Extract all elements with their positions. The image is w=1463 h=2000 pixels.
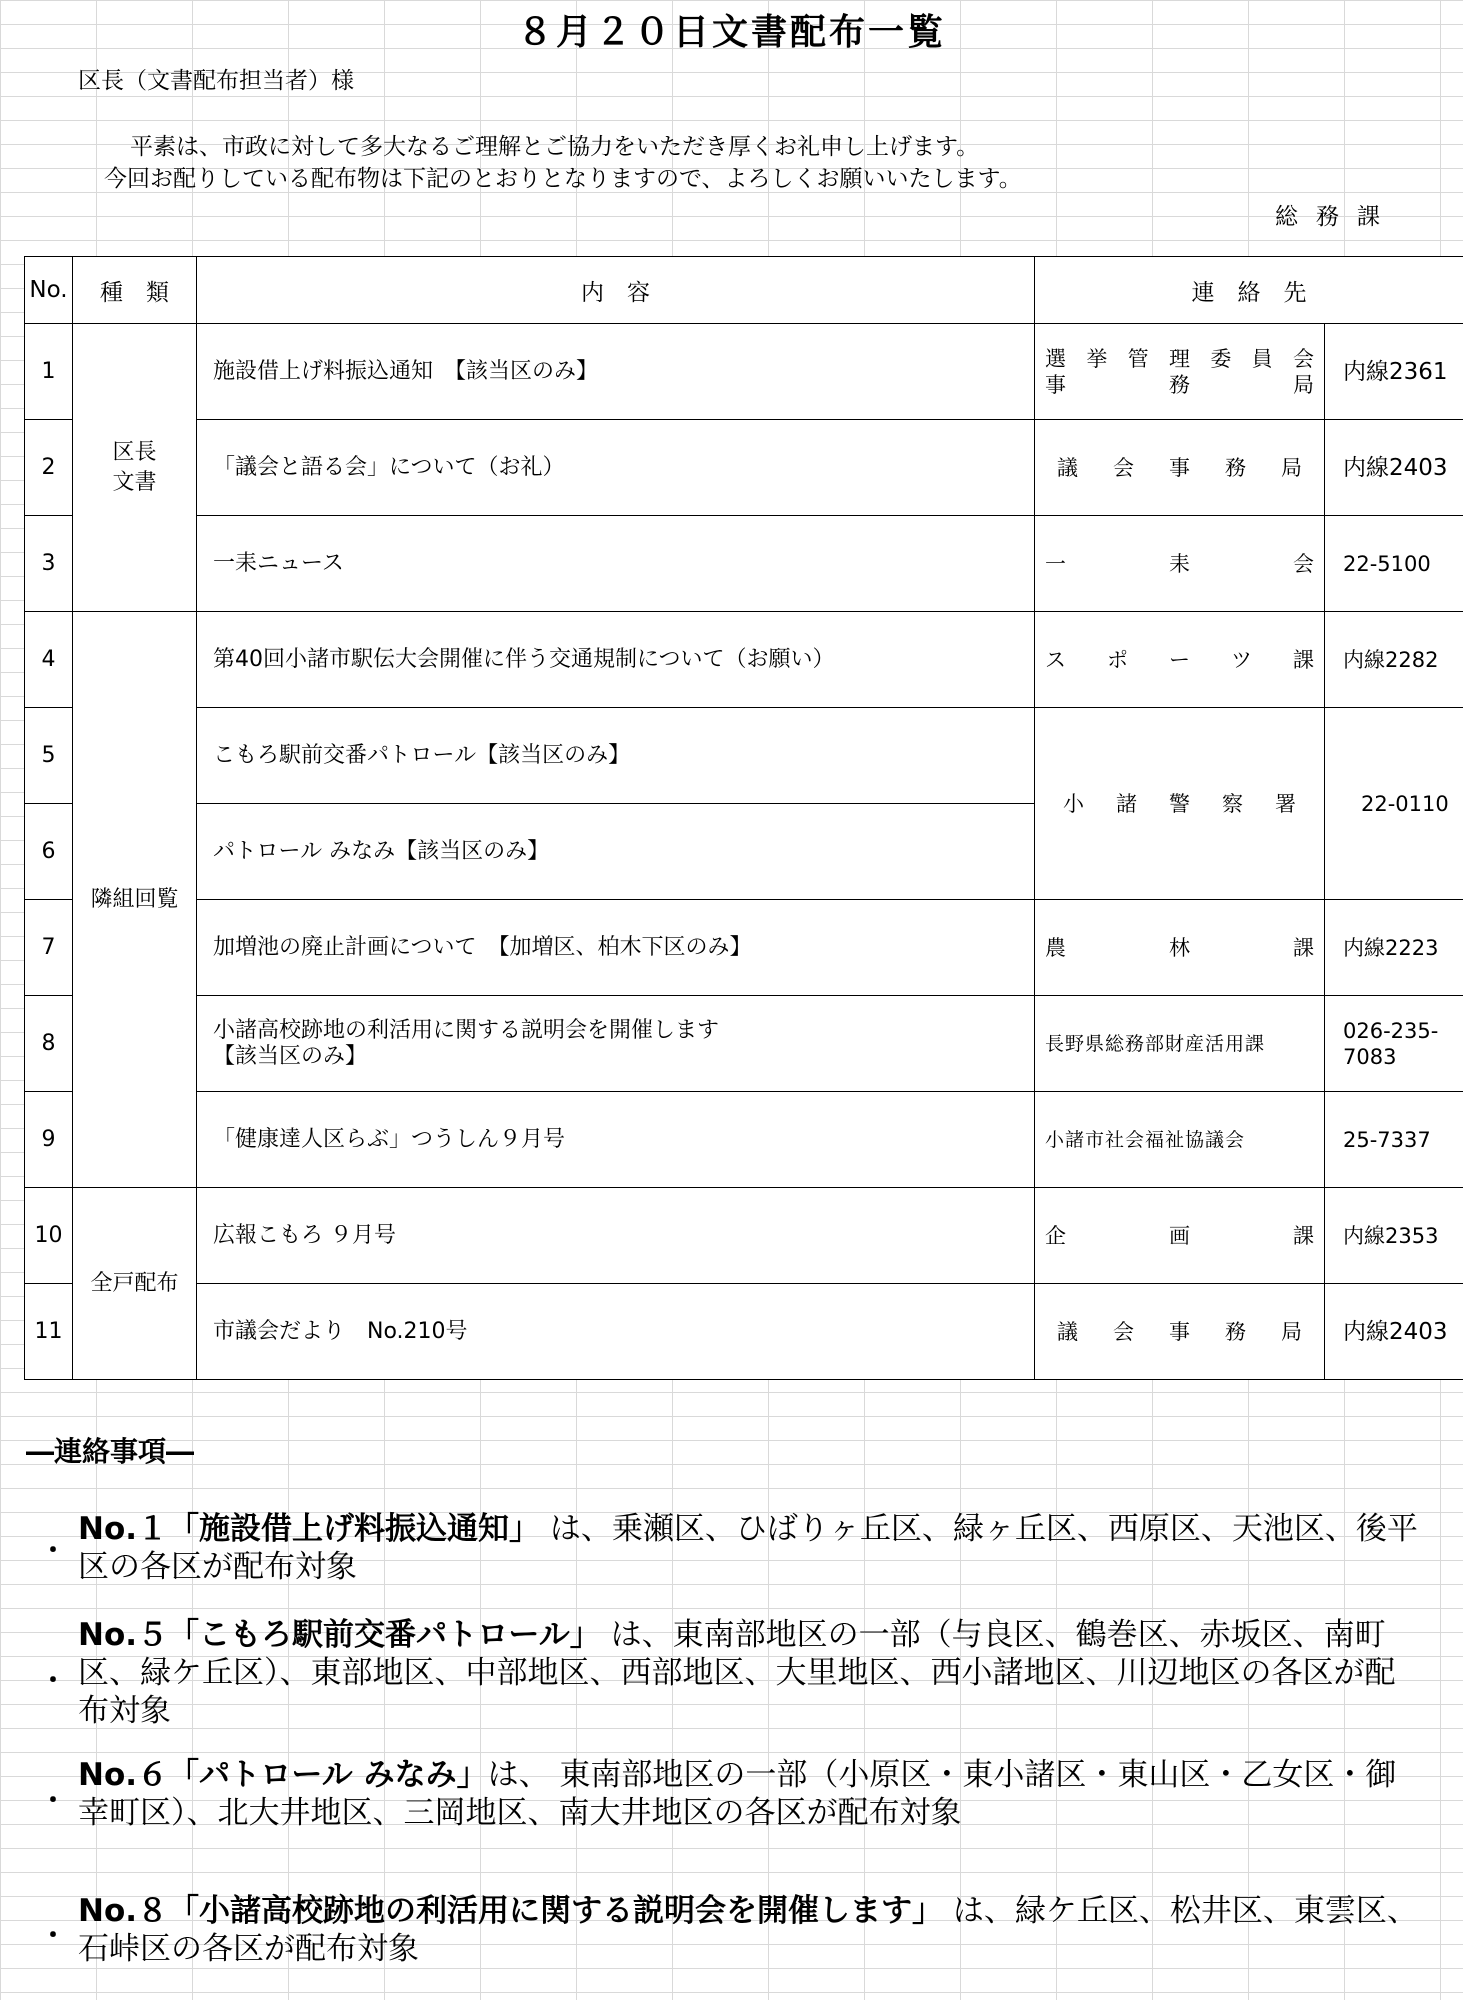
row-content: 広報こもろ ９月号 [197, 1188, 1035, 1284]
row-phone [1325, 996, 1463, 1092]
row-content: こもろ駅前交番パトロール【該当区のみ】 [197, 708, 1035, 804]
row-no: 11 [25, 1284, 73, 1380]
contact-char: 事 [1169, 1319, 1190, 1344]
table-header-row [25, 257, 1463, 324]
note-bullet: ・ [40, 1921, 67, 1951]
department: 総務課 [1275, 204, 1398, 230]
row-phone: 内線2223 [1325, 900, 1463, 996]
contact-char: 局 [1281, 1319, 1302, 1344]
note-title: No.１「施設借上げ料振込通知」 [78, 1511, 541, 1547]
contact-char: 課 [1293, 935, 1314, 960]
row-content: 「健康達人区らぶ」つうしん９月号 [197, 1092, 1035, 1188]
note-text: は、乗瀬区、ひばりヶ丘区、緑ヶ丘区、西原区、天池区、後平区の各区が配布対象 [78, 1511, 1418, 1585]
contact-char: 選 [1045, 346, 1066, 371]
table-row [25, 900, 1463, 996]
note-bullet: ・ [40, 1536, 67, 1566]
kind-label: 区長 [112, 439, 157, 465]
contact-line [1045, 551, 1314, 577]
contact-char: 林 [1169, 935, 1190, 960]
contact-char: 会 [1292, 346, 1314, 371]
contact-char: 挙 [1086, 346, 1108, 371]
row-contact [1035, 1284, 1325, 1380]
contact-char: 局 [1293, 372, 1314, 397]
row-phone: 内線2403 [1325, 420, 1463, 516]
row-content: 施設借上げ料振込通知 【該当区のみ】 [197, 324, 1035, 420]
contact-char: 議 [1057, 455, 1078, 480]
contact-char: 警 [1169, 791, 1190, 816]
contact-char: 課 [1293, 1223, 1314, 1248]
contact-char: 会 [1113, 455, 1134, 480]
greeting-line-2: 今回お配りしている配布物は下記のとおりとなりますので、よろしくお願いいたします。 [104, 166, 1022, 192]
row-content: 一耒ニュース [197, 516, 1035, 612]
row-phone: 22-5100 [1325, 516, 1463, 612]
contact-char: ー [1169, 647, 1190, 672]
contact-line [1045, 935, 1314, 961]
row-no: 6 [25, 804, 73, 900]
contact-line [1045, 1223, 1314, 1249]
table-row [25, 1092, 1463, 1188]
row-contact [1035, 1188, 1325, 1284]
greeting-line-1: 平素は、市政に対して多大なるご理解とご協力をいただき厚くお礼申し上げます。 [130, 134, 980, 160]
note-text: は、東南部地区の一部（与良区、鶴巻区、赤坂区、南町区、緑ケ丘区）、東部地区、中部地区、西部地区、大里地区、西小諸地区、川辺地区の各区が配布対象 [78, 1617, 1396, 1729]
contact-char: 耒 [1169, 551, 1190, 576]
contact-char: 小 [1063, 791, 1084, 816]
kind-cell [73, 1188, 197, 1380]
row-content: パトロール みなみ【該当区のみ】 [197, 804, 1035, 900]
row-no: 2 [25, 420, 73, 516]
contact-line [1045, 346, 1314, 372]
table-row [25, 612, 1463, 708]
row-content: 第40回小諸市駅伝大会開催に伴う交通規制について（お願い） [197, 612, 1035, 708]
kind-cell [73, 612, 197, 1188]
contact-line [1045, 372, 1314, 398]
row-no: 7 [25, 900, 73, 996]
contact-char: 会 [1293, 551, 1314, 576]
contact-char: 委 [1210, 346, 1232, 371]
phone-line: 7083 [1343, 1044, 1397, 1069]
content-line: 【該当区のみ】 [213, 1043, 368, 1069]
row-no: 1 [25, 324, 73, 420]
phone-line: 026-235- [1343, 1018, 1439, 1043]
table-row [25, 708, 1463, 804]
kind-label: 全戸配布 [90, 1270, 179, 1296]
contact-char: 事 [1045, 372, 1066, 397]
note-bullet: ・ [40, 1666, 67, 1696]
contact-line [1045, 455, 1314, 481]
row-phone: 25-7337 [1325, 1092, 1463, 1188]
contact-char: 理 [1168, 346, 1190, 371]
row-content: 加増池の廃止計画について 【加増区、柏木下区のみ】 [197, 900, 1035, 996]
contact-char: 務 [1225, 1319, 1246, 1344]
note-item [78, 1510, 1423, 1586]
header-content: 内 容 [197, 257, 1035, 324]
contact-char: 務 [1225, 455, 1246, 480]
contact-char: 署 [1275, 791, 1296, 816]
row-phone: 内線2282 [1325, 612, 1463, 708]
note-title: No.８「小諸高校跡地の利活用に関する説明会を開催します」 [78, 1893, 944, 1929]
contact-char: 農 [1045, 935, 1066, 960]
contact-char: 管 [1127, 346, 1149, 371]
header-no: No. [25, 257, 73, 324]
kind-label: 隣組回覧 [90, 886, 179, 912]
contact-char: 務 [1169, 372, 1190, 397]
note-item [78, 1616, 1423, 1730]
row-no: 4 [25, 612, 73, 708]
row-phone: 内線2403 [1325, 1284, 1463, 1380]
note-text: は、 東南部地区の一部（小原区・東小諸区・東山区・乙女区・御幸町区）、北大井地区、三岡地区、南大井地区の各区が配布対象 [78, 1757, 1397, 1831]
row-phone: 内線2353 [1325, 1188, 1463, 1284]
note-item [78, 1756, 1423, 1832]
kind-label: 文書 [112, 469, 157, 495]
contact-line [1045, 1319, 1314, 1345]
contact-char: 議 [1057, 1319, 1078, 1344]
table-row [25, 420, 1463, 516]
table-row [25, 324, 1463, 420]
contact-char: ツ [1231, 647, 1252, 672]
page-title: ８月２０日文書配布一覧 [516, 12, 946, 53]
row-no: 8 [25, 996, 73, 1092]
contact-char: 事 [1169, 455, 1190, 480]
row-contact: 長野県総務部財産活用課 [1035, 996, 1325, 1092]
row-contact [1035, 900, 1325, 996]
row-contact [1035, 420, 1325, 516]
header-kind: 種 類 [73, 257, 197, 324]
row-no: 3 [25, 516, 73, 612]
contact-char: ポ [1107, 647, 1128, 672]
row-contact [1035, 516, 1325, 612]
contact-char: 会 [1113, 1319, 1134, 1344]
row-content: 「議会と語る会」について（お礼） [197, 420, 1035, 516]
row-content [197, 996, 1035, 1092]
note-item [78, 1892, 1423, 1968]
note-title: No.５「こもろ駅前交番パトロール」 [78, 1617, 601, 1653]
header-contact: 連 絡 先 [1035, 257, 1463, 324]
kind-cell [73, 324, 197, 612]
table-row [25, 1188, 1463, 1284]
table-row [25, 996, 1463, 1092]
document-table [24, 256, 1463, 1380]
contact-char: 局 [1281, 455, 1302, 480]
table-row [25, 516, 1463, 612]
content-line: 小諸高校跡地の利活用に関する説明会を開催します [213, 1017, 720, 1043]
row-no: 5 [25, 708, 73, 804]
row-phone: 内線2361 [1325, 324, 1463, 420]
contact-line [1045, 647, 1314, 673]
contact-char: 企 [1045, 1223, 1066, 1248]
table-row [25, 1284, 1463, 1380]
contact-line [1045, 791, 1314, 817]
contact-char: 課 [1293, 647, 1314, 672]
row-phone: 22-0110 [1325, 708, 1463, 900]
row-content: 市議会だより No.210号 [197, 1284, 1035, 1380]
contact-char: 員 [1251, 346, 1273, 371]
row-contact [1035, 708, 1325, 900]
row-contact [1035, 324, 1325, 420]
contact-char: ス [1045, 647, 1066, 672]
row-no: 10 [25, 1188, 73, 1284]
row-no: 9 [25, 1092, 73, 1188]
row-contact: 小諸市社会福祉協議会 [1035, 1092, 1325, 1188]
contact-char: 諸 [1116, 791, 1137, 816]
row-contact [1035, 612, 1325, 708]
note-title: No.６「パトロール みなみ」 [78, 1757, 488, 1793]
notes-heading: ―連絡事項― [26, 1435, 195, 1468]
note-bullet: ・ [40, 1786, 67, 1816]
contact-char: 察 [1222, 791, 1243, 816]
addressee: 区長（文書配布担当者）様 [78, 68, 354, 94]
contact-char: 一 [1045, 551, 1066, 576]
note-text: は、緑ケ丘区、松井区、東雲区、石峠区の各区が配布対象 [78, 1893, 1418, 1967]
contact-char: 画 [1169, 1223, 1190, 1248]
